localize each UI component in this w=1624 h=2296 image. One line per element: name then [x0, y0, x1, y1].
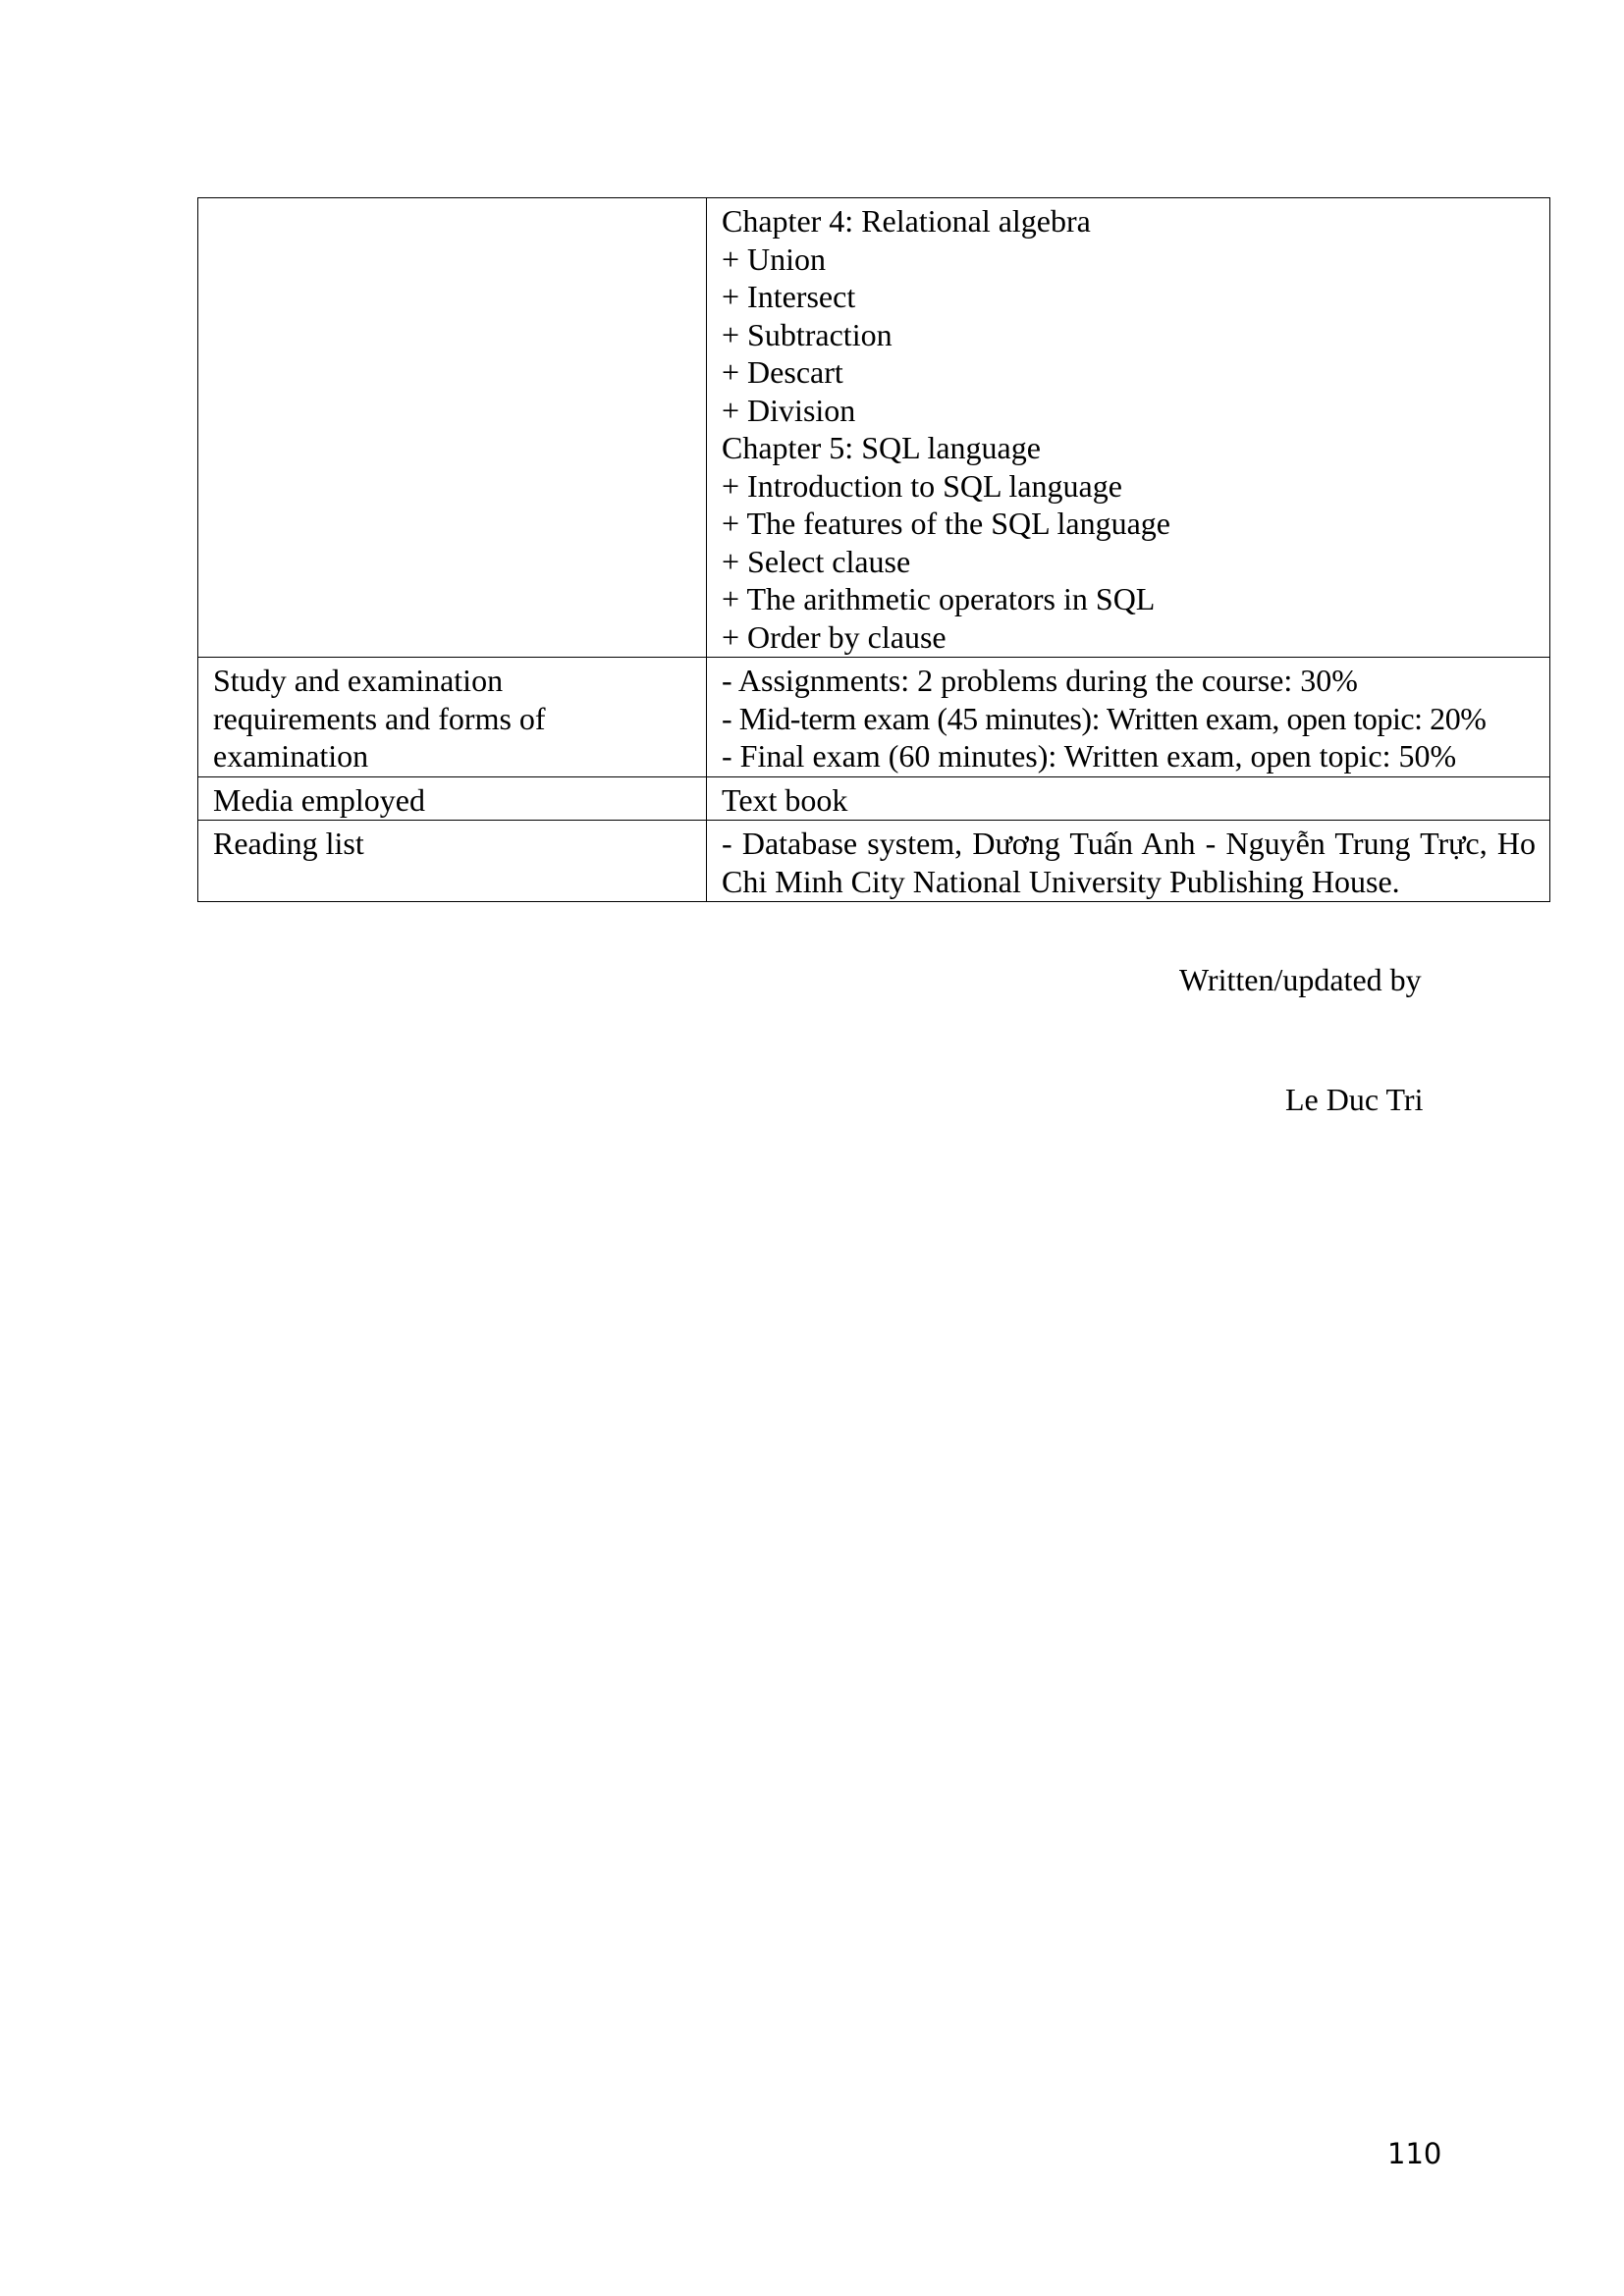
- content-cell-media: [707, 776, 1550, 821]
- written-by-label: Written/updated by: [1179, 962, 1422, 997]
- table-row-chapter-content: [198, 198, 1550, 658]
- table-row-examination: [198, 658, 1550, 777]
- chapter-4-heading: Chapter 4: Relational algebra: [722, 203, 1091, 239]
- content-cell-reading-list: [707, 821, 1550, 902]
- list-item: + Order by clause: [722, 618, 947, 655]
- list-item: + Introduction to SQL language: [722, 467, 1122, 504]
- label-cell-examination: [198, 658, 707, 777]
- author-name: Le Duc Tri: [1285, 1082, 1424, 1117]
- label-cell-reading-list: [198, 821, 707, 902]
- reading-list-value: - Database system, Dương Tuấn Anh - Nguyễn Trung Trực, Ho Chi Minh City National University Publishing House.: [722, 826, 1536, 899]
- content-cell-examination: [707, 658, 1550, 777]
- syllabus-table: [197, 197, 1550, 902]
- content-cell-chapters: [707, 198, 1550, 658]
- list-item: + Union: [722, 240, 827, 277]
- examination-label-line: examination: [213, 738, 369, 774]
- reading-list-label: Reading list: [213, 826, 364, 861]
- label-cell-empty: [198, 198, 707, 658]
- list-item: + Select clause: [722, 543, 911, 579]
- list-item: + The arithmetic operators in SQL: [722, 581, 1156, 616]
- list-item: + Division: [722, 392, 856, 428]
- label-cell-media: [198, 776, 707, 821]
- examination-label-line: Study and examination: [213, 663, 504, 698]
- table-row-media: [198, 776, 1550, 821]
- media-value: Text book: [722, 781, 848, 818]
- list-item: + The features of the SQL language: [722, 506, 1170, 541]
- page-number: 110: [1387, 2137, 1442, 2170]
- assessment-item-final: - Final exam (60 minutes): Written exam, open topic: 50%: [722, 738, 1457, 774]
- list-item: + Descart: [722, 354, 843, 390]
- assessment-item-assignments: - Assignments: 2 problems during the course: 30%: [722, 663, 1358, 698]
- assessment-item-midterm: - Mid-term exam (45 minutes): Written exam, open topic: 20%: [722, 700, 1487, 736]
- media-label: Media employed: [213, 781, 425, 818]
- table-row-reading-list: [198, 821, 1550, 902]
- examination-label-line: requirements and forms of: [213, 700, 546, 736]
- list-item: + Intersect: [722, 279, 856, 314]
- chapter-5-heading: Chapter 5: SQL language: [722, 430, 1041, 465]
- list-item: + Subtraction: [722, 316, 893, 352]
